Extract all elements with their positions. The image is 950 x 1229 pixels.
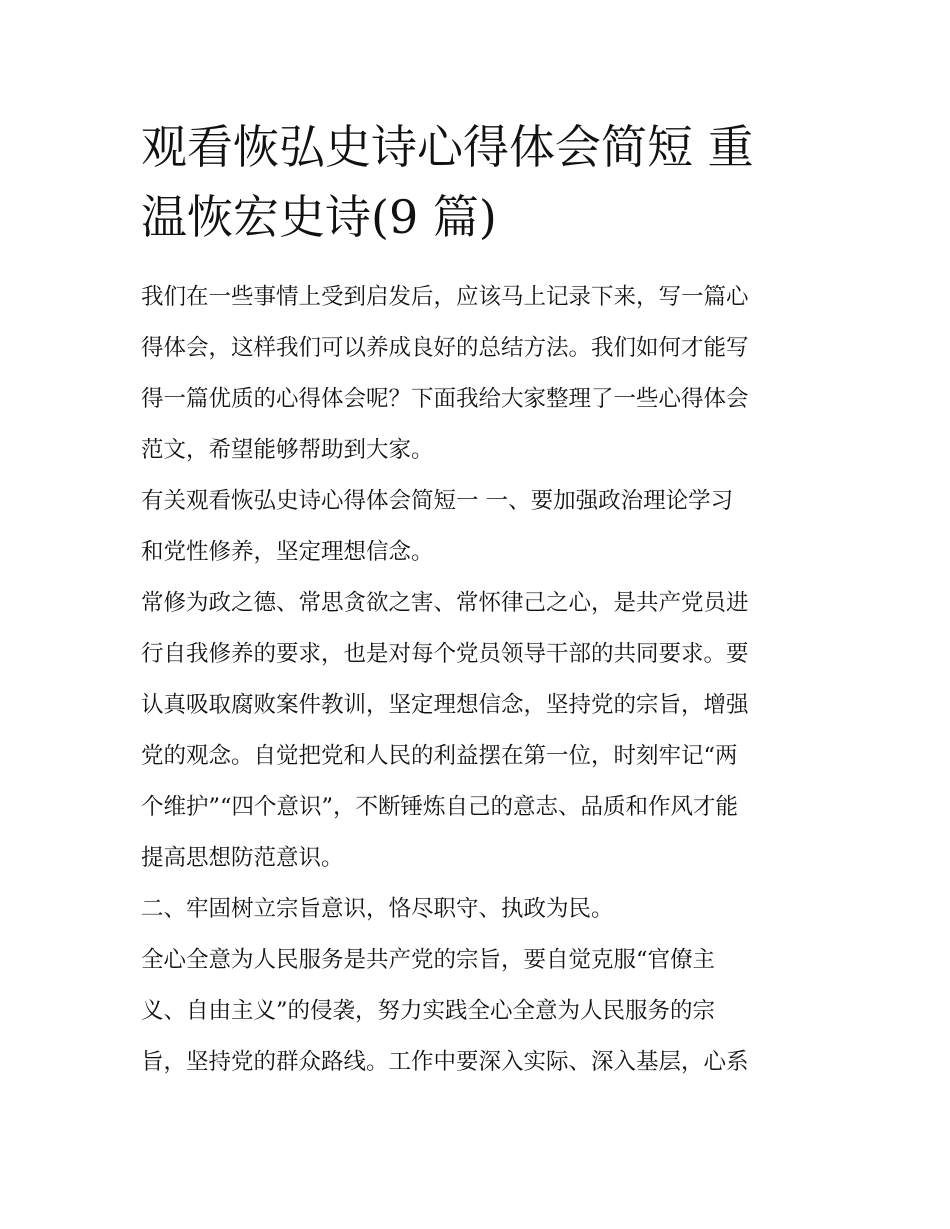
document-body [141, 272, 813, 1088]
text-line: 行自我修养的要求，也是对每个党员领导干部的共同要求。要 [141, 641, 749, 667]
text-line: 认真吸取腐败案件教训，坚定理想信念，坚持党的宗旨，增强 [141, 692, 749, 718]
paragraph-section-two-heading [141, 884, 813, 935]
paragraph-section-one-body [141, 578, 813, 884]
paragraph-intro [141, 272, 813, 476]
text-line: 全心全意为人民服务是共产党的宗旨，要自觉克服“官僚主 [141, 947, 716, 973]
text-line: 得体会，这样我们可以养成良好的总结方法。我们如何才能写 [141, 335, 749, 361]
paragraph-section-one-heading [141, 476, 813, 578]
title-line: 观看恢弘史诗心得体会简短 重 [141, 120, 754, 174]
document-page [141, 112, 813, 1088]
text-line: 范文，希望能够帮助到大家。 [141, 437, 434, 463]
text-line: 二、牢固树立宗旨意识，恪尽职守、执政为民。 [141, 896, 614, 922]
document-title [141, 112, 813, 252]
text-line: 常修为政之德、常思贪欲之害、常怀律己之心，是共产党员进 [141, 590, 749, 616]
text-line: 我们在一些事情上受到启发后，应该马上记录下来，写一篇心 [141, 284, 749, 310]
text-line: 义、自由主义”的侵袭，努力实践全心全意为人民服务的宗 [141, 998, 716, 1024]
text-line: 得一篇优质的心得体会呢？下面我给大家整理了一些心得体会 [141, 386, 749, 412]
text-line: 党的观念。自觉把党和人民的利益摆在第一位，时刻牢记“两 [141, 743, 738, 769]
text-line: 个维护”“四个意识”，不断锤炼自己的意志、品质和作风才能 [141, 794, 739, 820]
paragraph-section-two-body [141, 935, 813, 1088]
text-line: 有关观看恢弘史诗心得体会简短一 一、要加强政治理论学习 [141, 488, 734, 514]
text-line: 提高思想防范意识。 [141, 845, 344, 871]
text-line: 旨，坚持党的群众路线。工作中要深入实际、深入基层，心系 [141, 1049, 749, 1075]
title-line: 温恢宏史诗(9 篇) [141, 190, 497, 244]
text-line: 和党性修养，坚定理想信念。 [141, 539, 434, 565]
